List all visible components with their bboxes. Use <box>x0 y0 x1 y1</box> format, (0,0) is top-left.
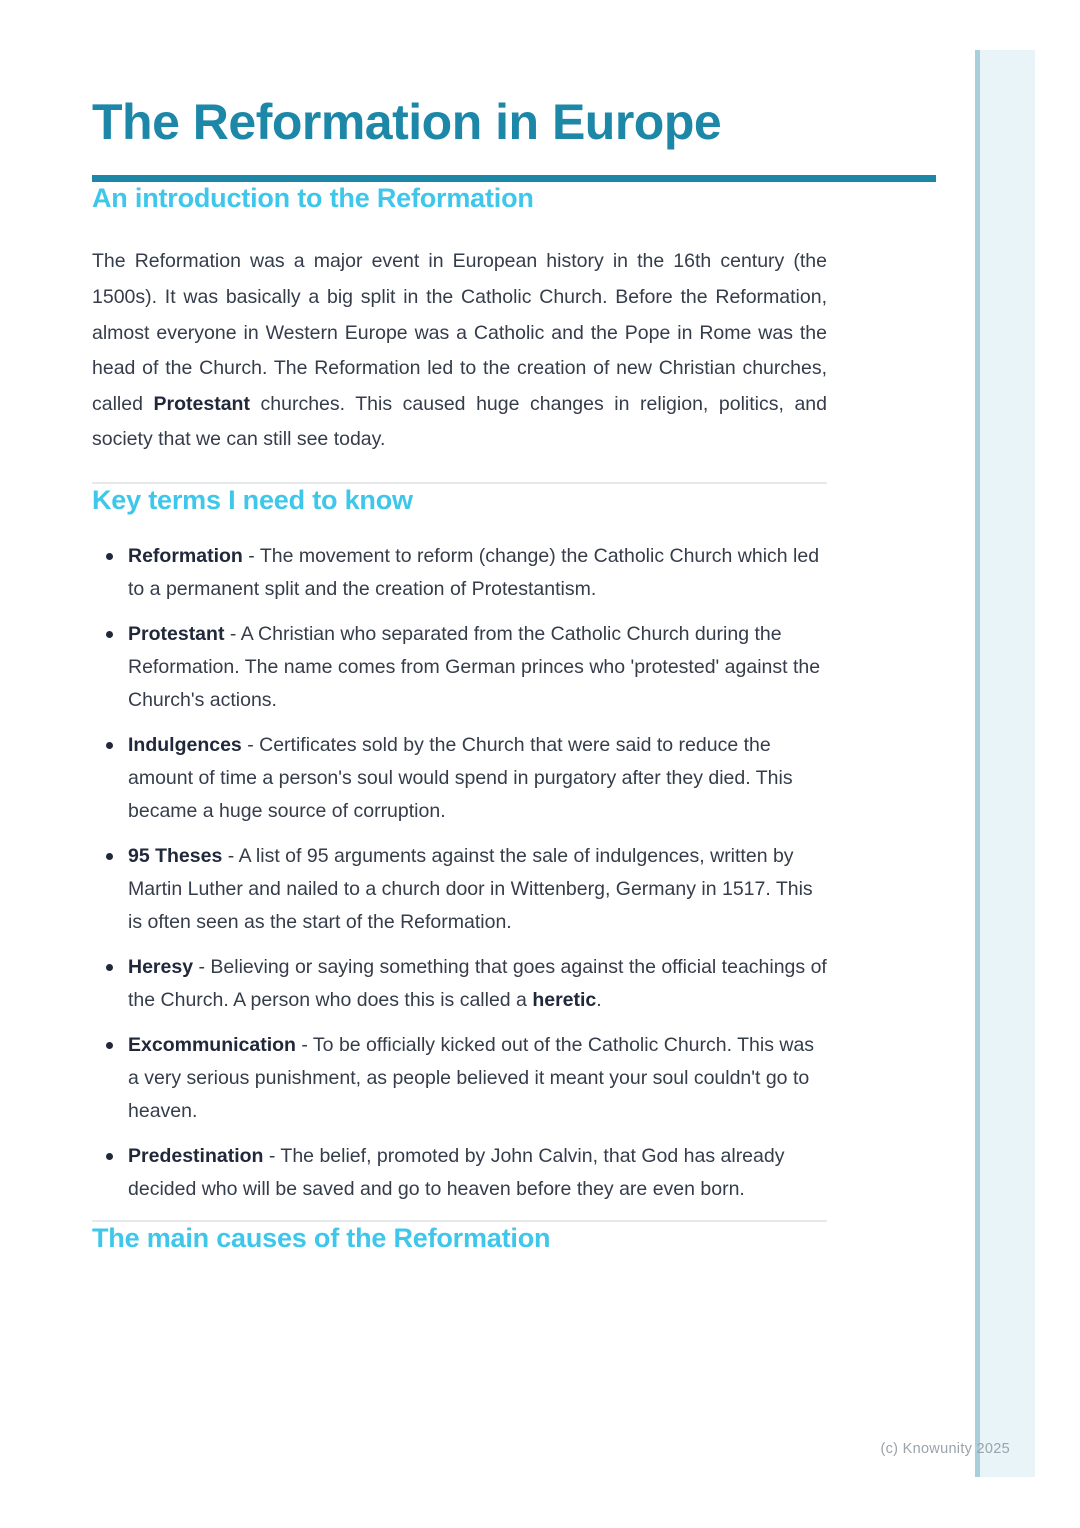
text-segment: . <box>596 989 602 1012</box>
next-page-edge-strip <box>975 50 1035 1477</box>
list-item <box>92 1140 828 1206</box>
bullet-dot <box>106 742 113 749</box>
list-item <box>92 840 828 939</box>
bold-term: Heresy <box>128 956 194 979</box>
text-segment: - The movement to reform (change) the Catholic Church which led to a permanent split and the creation of Protestantism. <box>128 545 820 601</box>
text-segment: - Certificates sold by the Church that were said to reduce the amount of time a person's soul would spend in purgatory after they died. This became a huge source of corruption. <box>128 734 793 823</box>
text-segment: - Believing or saying something that goes against the official teachings of the Church. A person who does this is called a <box>128 956 827 1012</box>
bold-term: Excommunication <box>128 1034 296 1057</box>
list-item <box>92 951 828 1017</box>
list-item <box>92 729 828 828</box>
intro-section-heading: An introduction to the Reformation <box>92 183 534 213</box>
bullet-dot <box>106 631 113 638</box>
bold-term: Indulgences <box>128 734 242 757</box>
text-segment: churches. This caused huge changes in religion, politics, and society that we can still see today. <box>92 392 827 451</box>
list-item <box>92 1029 828 1128</box>
title-underline-rule <box>92 175 936 182</box>
text-segment: - The belief, promoted by John Calvin, that God has already decided who will be saved and go to heaven before they are even born. <box>128 1145 785 1201</box>
key-terms-section-heading: Key terms I need to know <box>92 484 413 515</box>
causes-section-heading: The main causes of the Reformation <box>92 1223 551 1254</box>
bold-term: Protestant <box>153 392 250 415</box>
bullet-dot <box>106 1153 113 1160</box>
intro-paragraph <box>92 244 827 458</box>
bullet-dot <box>106 853 113 860</box>
bold-term: heretic <box>532 989 597 1012</box>
bullet-dot <box>106 964 113 971</box>
bold-term: Predestination <box>128 1145 264 1168</box>
text-segment: The Reformation was a major event in European history in the 16th century (the 1500s). It was basically a big split in the Catholic Church. Before the Reformation, almost everyone in Western Europe was a Catholic and the Pope in Rome was the head of the Church. The Reformation led to the creation of new Christian churches, called <box>92 250 827 415</box>
bullet-dot <box>106 553 113 560</box>
bold-term: Reformation <box>128 545 243 568</box>
list-item <box>92 540 828 606</box>
bold-term: 95 Theses <box>128 845 223 868</box>
list-item <box>92 618 828 717</box>
key-terms-list <box>92 540 828 1206</box>
bold-term: Protestant <box>128 623 225 646</box>
page-content <box>92 0 936 1255</box>
text-segment: - To be officially kicked out of the Catholic Church. This was a very serious punishment, as people believed it meant your soul couldn't go to heaven. <box>128 1034 815 1123</box>
text-segment: - A Christian who separated from the Catholic Church during the Reformation. The name comes from German princes who 'protested' against the Church's actions. <box>128 623 821 712</box>
copyright-watermark: (c) Knowunity 2025 <box>880 1441 1010 1457</box>
text-segment: - A list of 95 arguments against the sale of indulgences, written by Martin Luther and nailed to a church door in Wittenberg, Germany in 1517. This is often seen as the start of the Reformation. <box>128 845 813 934</box>
bullet-dot <box>106 1042 113 1049</box>
page-title: The Reformation in Europe <box>92 94 722 150</box>
